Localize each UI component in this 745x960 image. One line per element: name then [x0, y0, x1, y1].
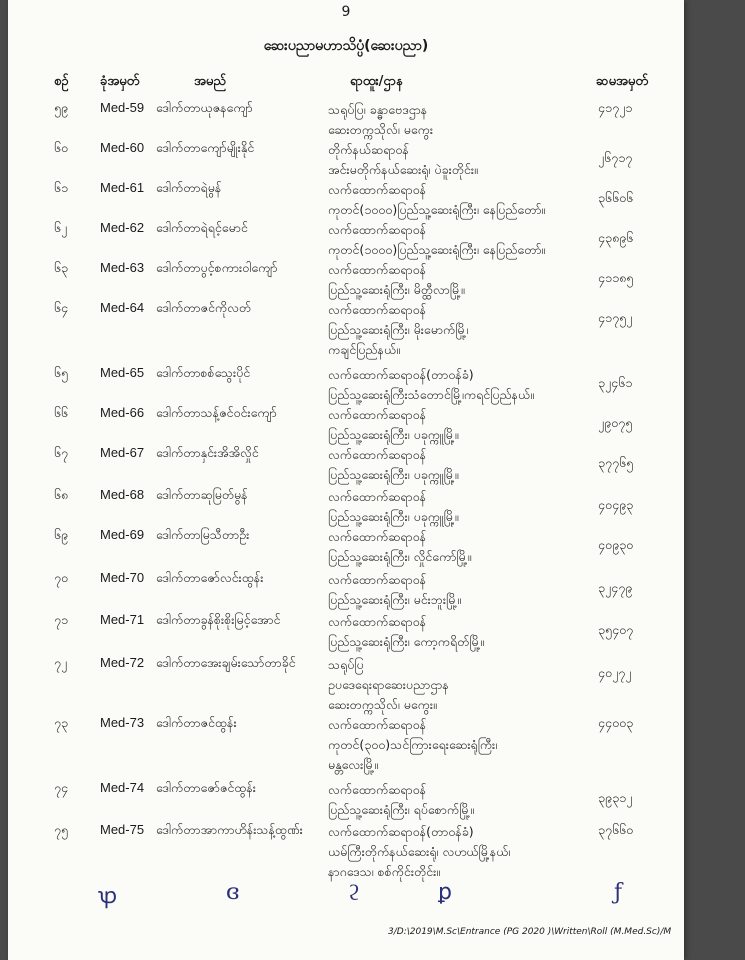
table-row: [8, 100, 684, 140]
position-line: လက်ထောက်ဆရာဝန်(တာဝန်ခံ): [328, 367, 474, 382]
table-row: [8, 300, 684, 357]
row-number: ၆၇: [54, 445, 69, 460]
registration-number: ၃၇၆၆၀: [598, 822, 634, 837]
document-page: [8, 0, 684, 960]
row-number: ၇၁: [54, 612, 69, 627]
position-line: ကချင်ပြည်နယ်။: [328, 342, 400, 357]
position-department: [328, 180, 545, 220]
table-row: [8, 405, 684, 445]
position-line: ဥပဒေရေးရာဆေးပညာဌာန: [328, 677, 449, 692]
row-number: ၇၂: [54, 655, 68, 670]
position-department: [328, 365, 534, 405]
position-line: လက်ထောက်ဆရာဝန်: [328, 782, 427, 797]
position-line: ပြည်သူ့ဆေးရုံကြီး၊ ပခုက္ကူမြို့။: [328, 467, 459, 482]
position-line: လက်ထောက်ဆရာဝန်(တာဝန်ခံ): [328, 824, 474, 839]
registration-number: ၃၇၇၆၅: [598, 455, 634, 470]
registration-number: ၂၉၀၇၅: [598, 415, 633, 430]
registration-number: ၂၆၇၁၇: [598, 150, 633, 165]
position-line: မန္တလေးမြို့။: [328, 757, 379, 772]
position-line: လက်ထောက်ဆရာဝန်: [328, 447, 427, 462]
table-row: [8, 220, 684, 260]
roll-number: Med-61: [100, 180, 145, 195]
table-row: [8, 527, 684, 567]
registration-number: ၄၁၇၅၂: [598, 310, 633, 325]
position-department: [328, 100, 433, 140]
signature-3: ϩ: [348, 881, 360, 906]
roll-number: Med-72: [100, 655, 145, 670]
row-number: ၆၀: [54, 140, 69, 155]
roll-number: Med-66: [100, 405, 145, 420]
position-line: သရုပ်ပြ၊ ခန္ဓာဗေဒဌာန: [328, 102, 428, 117]
candidate-name: ဒေါက်တာသန့်ဇင်ဝင်းကျော်: [156, 405, 277, 420]
position-line: လက်ထောက်ဆရာဝန်: [328, 489, 427, 504]
position-line: လက်ထောက်ဆရာဝန်: [328, 222, 427, 237]
registration-number: ၃၂၄၇၉: [598, 580, 633, 595]
candidate-name: ဒေါက်တာဇော်ဇင်ထွန်း: [156, 780, 256, 795]
candidate-name: ဒေါက်တာရဲရင့်မောင်: [156, 220, 248, 235]
position-line: ကုတင်(၁၀၀၀)ပြည်သူ့ဆေးရုံကြီး၊ နေပြည်တော်။: [328, 242, 546, 257]
row-number: ၇၀: [54, 570, 69, 585]
registration-number: ၄၁၁၈၅: [598, 270, 634, 285]
registration-number: ၃၆၆၀၆: [598, 190, 634, 205]
position-line: ပြည်သူ့ဆေးရုံကြီး၊ ပခုက္ကူမြို့။: [328, 427, 459, 442]
position-department: [328, 780, 474, 820]
roll-number: Med-71: [100, 612, 145, 627]
row-number: ၅၉: [54, 100, 69, 115]
position-line: လက်ထောက်ဆရာဝန်: [328, 529, 427, 544]
position-line: ပြည်သူ့ဆေးရုံကြီး၊ မင်းဘူးမြို့။: [328, 592, 462, 607]
registration-number: ၄၀၉၃၀: [598, 537, 634, 552]
table-row: [8, 487, 684, 527]
row-number: ၇၃: [54, 715, 69, 730]
position-line: နာဂဒေသ၊ စစ်ကိုင်းတိုင်း။: [328, 864, 441, 879]
position-line: ယမ်ကြီးတိုက်နယ်ဆေးရုံ၊ လဟယ်မြို့နယ်၊: [328, 844, 511, 859]
position-line: ဆေးတက္ကသိုလ်၊ မကွေး။: [328, 697, 437, 712]
position-line: ပြည်သူ့ဆေးရုံကြီး၊ လှိုင်ကော်မြို့။: [328, 549, 472, 564]
candidate-name: ဒေါက်တာယုဇနကျော်: [156, 100, 253, 115]
row-number: ၇၄: [54, 780, 69, 795]
candidate-name: ဒေါက်တာဇော်လင်းထွန်း: [156, 570, 264, 585]
position-department: [328, 220, 545, 260]
position-department: [328, 527, 471, 567]
signatures: [8, 880, 684, 930]
row-number: ၆၈: [54, 487, 69, 502]
row-number: ၆၅: [54, 365, 69, 380]
row-number: ၆၄: [54, 300, 69, 315]
table-row: [8, 655, 684, 712]
table-row: [8, 365, 684, 405]
position-line: လက်ထောက်ဆရာဝန်: [328, 717, 427, 732]
registration-number: ၄၀၄၉၃: [598, 497, 634, 512]
candidate-name: ဒေါက်တာကျော်မျိုးနိုင်: [156, 140, 255, 155]
roll-number: Med-59: [100, 100, 145, 115]
candidate-name: ဒေါက်တာအာကာဟိန်းသန့်ထွဏ်း: [156, 822, 303, 837]
position-department: [328, 405, 459, 445]
roll-number: Med-63: [100, 260, 145, 275]
position-line: ပြည်သူ့ဆေးရုံကြီး၊ ပခုက္ကူမြို့။: [328, 509, 459, 524]
row-number: ၆၃: [54, 260, 69, 275]
position-line: တိုက်နယ်ဆရာဝန်: [328, 142, 409, 157]
registration-number: ၃၂၄၆၁: [598, 375, 633, 390]
roll-number: Med-68: [100, 487, 145, 502]
header-no: စဉ်: [54, 74, 69, 89]
header-position: ရာထူး/ဌာန: [350, 74, 403, 89]
position-line: ပြည်သူ့ဆေးရုံကြီး၊ မိတ္ထီလာမြို့။: [328, 282, 465, 297]
header-roll: ခုံအမှတ်: [100, 74, 140, 89]
header-phone: ဆမအမှတ်: [596, 74, 649, 89]
row-number: ၆၂: [54, 220, 68, 235]
roll-number: Med-70: [100, 570, 145, 585]
table-row: [8, 140, 684, 180]
file-path-footer: 3/D:\2019\M.Sc\Entrance (PG 2020 )\Written\Roll (M.Med.Sc)/M: [388, 927, 672, 937]
registration-number: ၃၅၄၀၇: [598, 622, 634, 637]
table-row: [8, 570, 684, 610]
position-department: [328, 445, 459, 485]
signature-4: ꝑ: [438, 880, 452, 905]
roll-number: Med-65: [100, 365, 145, 380]
candidate-name: ဒေါက်တာဆုမြတ်မွန်: [156, 487, 248, 502]
candidate-name: ဒေါက်တာဇင်ကိုလတ်: [156, 300, 252, 315]
signature-5: ƒ: [614, 880, 623, 905]
position-department: [328, 715, 497, 775]
registration-number: ၄၁၇၂၁: [598, 100, 633, 115]
position-line: ပြည်သူ့ဆေးရုံကြီး၊ ကော့ကရိတ်မြို့။: [328, 634, 485, 649]
roll-number: Med-69: [100, 527, 145, 542]
position-line: လက်ထောက်ဆရာဝန်: [328, 302, 427, 317]
table-row: [8, 612, 684, 652]
table-row: [8, 180, 684, 220]
table-row: [8, 445, 684, 485]
position-line: လက်ထောက်ဆရာဝန်: [328, 262, 427, 277]
table-row: [8, 822, 684, 879]
roll-number: Med-74: [100, 780, 145, 795]
position-department: [328, 300, 468, 360]
roll-number: Med-75: [100, 822, 145, 837]
position-line: လက်ထောက်ဆရာဝန်: [328, 182, 427, 197]
page-number: 9: [341, 4, 351, 20]
candidate-name: ဒေါက်တာမြသီတာဦး: [156, 527, 250, 542]
position-line: ပြည်သူ့ဆေးရုံကြီး၊ မိုးမောက်မြို့၊: [328, 322, 469, 337]
position-department: [328, 822, 510, 882]
position-line: အင်းမတိုက်နယ်ဆေးရုံ၊ ပဲခူးတိုင်း။: [328, 162, 478, 177]
position-department: [328, 487, 459, 527]
roll-number: Med-62: [100, 220, 145, 235]
signature-2: ɞ: [226, 880, 240, 905]
document-title: ဆေးပညာမဟာသိပ္ပံ(ဆေးပညာ): [263, 38, 429, 54]
roll-number: Med-73: [100, 715, 145, 730]
registration-number: ၄၀၂၇၂: [598, 665, 632, 680]
table-row: [8, 260, 684, 300]
position-line: ကုတင်(၁၀၀၀)ပြည်သူ့ဆေးရုံကြီး၊ နေပြည်တော်။: [328, 202, 546, 217]
position-line: ပြည်သူ့ဆေးရုံကြီး၊ ရပ်စောက်မြို့။: [328, 802, 475, 817]
position-line: လက်ထောက်ဆရာဝန်: [328, 407, 427, 422]
row-number: ၆၉: [54, 527, 69, 542]
table-row: [8, 715, 684, 772]
position-department: [328, 612, 484, 652]
signature-1: ꝕ: [98, 884, 118, 909]
position-line: လက်ထောက်ဆရာဝန်: [328, 614, 427, 629]
registration-number: ၃၉၃၁၂: [598, 790, 633, 805]
registration-number: ၄၄၀၀၃: [598, 715, 634, 730]
position-department: [328, 570, 461, 610]
position-line: ဆေးတက္ကသိုလ်၊ မကွေး: [328, 122, 434, 137]
row-number: ၆၁: [54, 180, 69, 195]
position-department: [328, 655, 449, 715]
candidate-name: ဒေါက်တာရဲမွန်: [156, 180, 222, 195]
roll-number: Med-67: [100, 445, 145, 460]
position-line: ပြည်သူ့ဆေးရုံကြီးသံတောင်မြို့၊ကရင်ပြည်နယ်။: [328, 387, 534, 402]
position-line: လက်ထောက်ဆရာဝန်: [328, 572, 427, 587]
candidate-name: ဒေါက်တာဇင်ထွန်း: [156, 715, 237, 730]
candidate-name: ဒေါက်တာစစ်သွေးပိုင်: [156, 365, 251, 380]
candidate-name: ဒေါက်တာခွန်စိုးစိုးမြင့်အောင်: [156, 612, 281, 627]
row-number: ၇၅: [54, 822, 69, 837]
roll-number: Med-64: [100, 300, 145, 315]
header-name: အမည်: [194, 74, 226, 89]
candidate-name: ဒေါက်တာနှင်းအိအိလှိုင်: [156, 445, 259, 460]
roll-number: Med-60: [100, 140, 145, 155]
position-department: [328, 140, 478, 180]
candidate-name: ဒေါက်တာအေးချမ်းသော်တာခိုင်: [156, 655, 296, 670]
table-row: [8, 780, 684, 820]
candidate-name: ဒေါက်တာပွင့်စကားဝါကျော်: [156, 260, 278, 275]
registration-number: ၄၃၈၉၆: [598, 230, 634, 245]
position-line: သရုပ်ပြ: [328, 657, 364, 672]
row-number: ၆၆: [54, 405, 69, 420]
position-department: [328, 260, 465, 300]
position-line: ကုတင်(၃၀၀)သင်ကြားရေးဆေးရုံကြီး၊: [328, 737, 498, 752]
